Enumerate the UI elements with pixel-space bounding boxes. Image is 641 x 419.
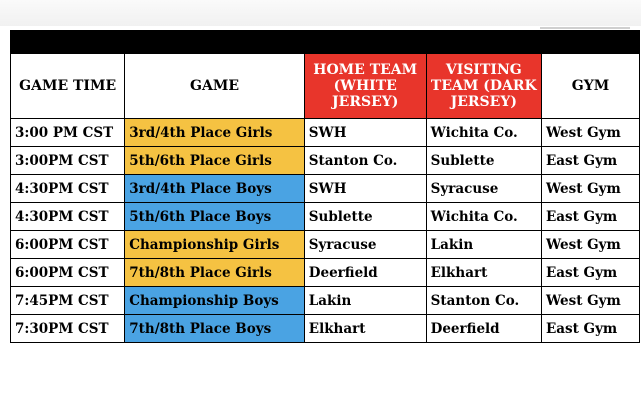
home-team-cell: Lakin — [304, 287, 426, 315]
home-team-cell: Stanton Co. — [304, 147, 426, 175]
gym-cell: East Gym — [541, 315, 639, 343]
game-rows — [11, 119, 640, 343]
visiting-team-cell: Lakin — [426, 231, 541, 259]
gym-cell: West Gym — [541, 175, 639, 203]
game-time-cell: 6:00PM CST — [11, 231, 125, 259]
home-team-cell: Elkhart — [304, 315, 426, 343]
visiting-team-cell: Deerfield — [426, 315, 541, 343]
game-name-cell: Championship Girls — [125, 231, 305, 259]
header-game: GAME — [125, 54, 305, 119]
game-name-cell: 7th/8th Place Boys — [125, 315, 305, 343]
header-row — [11, 54, 640, 119]
game-time-cell: 7:30PM CST — [11, 315, 125, 343]
visiting-team-cell: Stanton Co. — [426, 287, 541, 315]
game-row — [11, 203, 640, 231]
game-row — [11, 259, 640, 287]
visiting-team-cell: Wichita Co. — [426, 119, 541, 147]
visiting-team-cell: Sublette — [426, 147, 541, 175]
visiting-team-cell: Elkhart — [426, 259, 541, 287]
game-name-cell: 7th/8th Place Girls — [125, 259, 305, 287]
game-time-cell: 6:00PM CST — [11, 259, 125, 287]
gym-cell: West Gym — [541, 287, 639, 315]
header-gym: GYM — [541, 54, 639, 119]
home-team-cell: SWH — [304, 175, 426, 203]
game-row — [11, 231, 640, 259]
game-name-cell: 5th/6th Place Girls — [125, 147, 305, 175]
top-divider — [540, 27, 630, 29]
game-row — [11, 175, 640, 203]
game-row — [11, 315, 640, 343]
game-time-cell: 3:00PM CST — [11, 147, 125, 175]
gym-cell: West Gym — [541, 119, 639, 147]
game-name-cell: 5th/6th Place Boys — [125, 203, 305, 231]
visiting-team-cell: Syracuse — [426, 175, 541, 203]
visiting-team-cell: Wichita Co. — [426, 203, 541, 231]
top-strip — [0, 0, 641, 26]
banner-bar — [11, 31, 640, 54]
header-game-time: GAME TIME — [11, 54, 125, 119]
game-row — [11, 287, 640, 315]
home-team-cell: SWH — [304, 119, 426, 147]
gym-cell: East Gym — [541, 259, 639, 287]
home-team-cell: Syracuse — [304, 231, 426, 259]
game-name-cell: 3rd/4th Place Boys — [125, 175, 305, 203]
game-time-cell: 4:30PM CST — [11, 203, 125, 231]
game-time-cell: 4:30PM CST — [11, 175, 125, 203]
banner-row — [11, 31, 640, 54]
game-name-cell: Championship Boys — [125, 287, 305, 315]
tournament-schedule-table — [10, 30, 640, 343]
home-team-cell: Deerfield — [304, 259, 426, 287]
gym-cell: East Gym — [541, 147, 639, 175]
game-name-cell: 3rd/4th Place Girls — [125, 119, 305, 147]
home-team-cell: Sublette — [304, 203, 426, 231]
header-home-team: HOME TEAM (WHITE JERSEY) — [304, 54, 426, 119]
gym-cell: East Gym — [541, 203, 639, 231]
gym-cell: West Gym — [541, 231, 639, 259]
game-time-cell: 7:45PM CST — [11, 287, 125, 315]
game-time-cell: 3:00 PM CST — [11, 119, 125, 147]
header-visiting-team: VISITING TEAM (DARK JERSEY) — [426, 54, 541, 119]
game-row — [11, 119, 640, 147]
game-row — [11, 147, 640, 175]
